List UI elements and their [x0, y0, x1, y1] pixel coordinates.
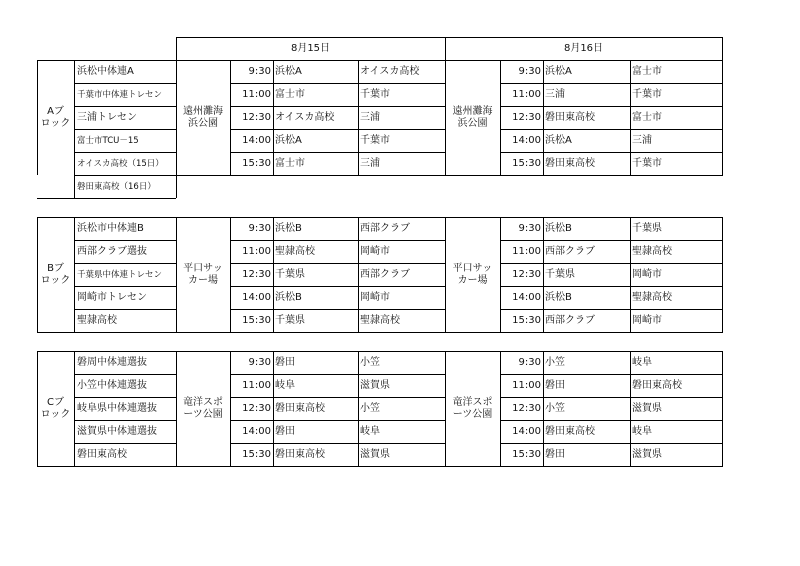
match-away-team: 岡崎市: [632, 314, 662, 326]
team-name: オイスカ高校（15日）: [77, 158, 164, 169]
match-home-team: 浜松B: [275, 291, 302, 303]
match-away-team: 岡崎市: [632, 268, 662, 280]
venue-name: 平口サッ カー場: [452, 262, 493, 286]
match-away-team: 小笠: [360, 402, 380, 414]
match-time: 15:30: [512, 157, 541, 169]
match-away-team: 西部クラブ: [360, 222, 410, 234]
team-name: 磐田東高校（16日）: [77, 181, 156, 192]
schedule-bottom-border: [176, 466, 723, 467]
schedule-bottom-border: [176, 175, 723, 176]
match-home-team: 磐田東高校: [545, 425, 595, 437]
team-name: 西部クラブ選抜: [77, 245, 147, 257]
match-time: 9:30: [248, 222, 271, 234]
block-name: Cブ ロック: [40, 396, 71, 420]
match-home-team: 西部クラブ: [545, 314, 595, 326]
schedule-column-divider: [722, 60, 723, 175]
schedule-column-divider: [722, 217, 723, 332]
venue-name: 平口サッ カー場: [183, 262, 223, 286]
match-away-team: 三浦: [360, 157, 380, 169]
match-home-team: 浜松A: [275, 65, 302, 77]
match-time: 11:00: [242, 88, 271, 100]
team-extra-right-border: [176, 175, 177, 198]
team-name: 聖隷高校: [77, 314, 117, 326]
block-bottom-border: [37, 198, 74, 199]
match-time: 12:30: [512, 111, 541, 123]
match-away-team: 聖隷高校: [632, 245, 672, 257]
team-name: 岡崎市トレセン: [77, 291, 147, 303]
team-name: 磐田東高校: [77, 448, 127, 460]
team-name: 浜松中体連A: [77, 65, 134, 77]
team-name: 浜松市中体連B: [77, 222, 144, 234]
match-home-team: 千葉県: [545, 268, 575, 280]
venue-name: 遠州灘海 浜公園: [183, 105, 223, 129]
match-away-team: 三浦: [632, 134, 652, 146]
match-time: 11:00: [242, 379, 271, 391]
match-time: 15:30: [242, 157, 271, 169]
team-bottom-border: [74, 198, 176, 199]
match-time: 9:30: [248, 65, 271, 77]
match-away-team: 千葉市: [360, 134, 390, 146]
match-home-team: 磐田東高校: [275, 402, 325, 414]
match-away-team: 聖隷高校: [360, 314, 400, 326]
match-home-team: 千葉県: [275, 314, 305, 326]
match-time: 14:00: [512, 134, 541, 146]
block-name: Bブ ロック: [40, 262, 71, 286]
block-bottom-border: [37, 466, 74, 467]
team-name: 岐阜県中体連選抜: [77, 402, 157, 414]
match-time: 12:30: [512, 402, 541, 414]
match-home-team: 磐田東高校: [275, 448, 325, 460]
match-time: 15:30: [242, 448, 271, 460]
match-home-team: 浜松B: [275, 222, 302, 234]
match-away-team: 岐阜: [632, 356, 652, 368]
team-name: 磐周中体連選抜: [77, 356, 147, 368]
match-home-team: 磐田: [545, 379, 565, 391]
match-time: 11:00: [512, 379, 541, 391]
match-home-team: オイスカ高校: [275, 111, 335, 123]
match-time: 12:30: [242, 268, 271, 280]
schedule-column-divider: [722, 351, 723, 466]
match-home-team: 聖隷高校: [275, 245, 315, 257]
match-time: 15:30: [512, 448, 541, 460]
match-away-team: 滋賀県: [632, 448, 662, 460]
match-time: 14:00: [242, 425, 271, 437]
match-away-team: 岡崎市: [360, 245, 390, 257]
match-away-team: 千葉市: [632, 88, 662, 100]
schedule-bottom-border: [176, 332, 723, 333]
match-home-team: 千葉県: [275, 268, 305, 280]
venue-name: 竜洋スポ ーツ公園: [183, 396, 223, 420]
match-home-team: 小笠: [545, 402, 565, 414]
match-away-team: 三浦: [360, 111, 380, 123]
match-away-team: 岐阜: [360, 425, 380, 437]
match-home-team: 浜松A: [545, 65, 572, 77]
match-home-team: 浜松A: [275, 134, 302, 146]
match-time: 12:30: [242, 402, 271, 414]
match-away-team: 岐阜: [632, 425, 652, 437]
match-time: 15:30: [242, 314, 271, 326]
match-away-team: 千葉市: [360, 88, 390, 100]
match-home-team: 浜松B: [545, 291, 572, 303]
match-home-team: 磐田: [545, 448, 565, 460]
match-away-team: 聖隷高校: [632, 291, 672, 303]
match-away-team: 滋賀県: [360, 448, 390, 460]
match-time: 14:00: [242, 134, 271, 146]
team-name: 富士市TCU－15: [77, 135, 139, 146]
match-away-team: 岡崎市: [360, 291, 390, 303]
match-away-team: 滋賀県: [360, 379, 390, 391]
match-time: 14:00: [512, 291, 541, 303]
match-time: 11:00: [242, 245, 271, 257]
match-time: 9:30: [518, 356, 541, 368]
team-name: 三浦トレセン: [77, 111, 137, 123]
team-bottom-border: [74, 332, 176, 333]
match-home-team: 磐田: [275, 425, 295, 437]
block-name: Aブ ロック: [40, 105, 71, 129]
match-home-team: 三浦: [545, 88, 565, 100]
match-home-team: 磐田東高校: [545, 157, 595, 169]
match-home-team: 富士市: [275, 88, 305, 100]
team-name: 小笠中体連選抜: [77, 379, 147, 391]
match-away-team: オイスカ高校: [360, 65, 420, 77]
match-time: 15:30: [512, 314, 541, 326]
match-away-team: 富士市: [632, 65, 662, 77]
team-bottom-border: [74, 466, 176, 467]
team-name: 千葉市中体連トレセン: [77, 89, 163, 100]
match-away-team: 磐田東高校: [632, 379, 682, 391]
match-home-team: 磐田: [275, 356, 295, 368]
match-time: 14:00: [512, 425, 541, 437]
match-time: 9:30: [518, 65, 541, 77]
match-time: 11:00: [512, 245, 541, 257]
header-right-border: [722, 37, 723, 60]
match-home-team: 磐田東高校: [545, 111, 595, 123]
match-home-team: 小笠: [545, 356, 565, 368]
match-away-team: 西部クラブ: [360, 268, 410, 280]
match-time: 9:30: [248, 356, 271, 368]
match-home-team: 浜松B: [545, 222, 572, 234]
venue-name: 竜洋スポ ーツ公園: [452, 396, 493, 420]
block-bottom-border: [37, 332, 74, 333]
match-time: 12:30: [512, 268, 541, 280]
match-away-team: 小笠: [360, 356, 380, 368]
venue-name: 遠州灘海 浜公園: [452, 105, 493, 129]
match-time: 14:00: [242, 291, 271, 303]
match-away-team: 千葉県: [632, 222, 662, 234]
date-header-day2: 8月16日: [563, 42, 604, 54]
team-name: 千葉県中体連トレセン: [77, 269, 163, 280]
match-time: 9:30: [518, 222, 541, 234]
match-home-team: 岐阜: [275, 379, 295, 391]
match-time: 11:00: [512, 88, 541, 100]
match-home-team: 富士市: [275, 157, 305, 169]
match-away-team: 滋賀県: [632, 402, 662, 414]
match-home-team: 浜松A: [545, 134, 572, 146]
match-away-team: 千葉市: [632, 157, 662, 169]
match-away-team: 富士市: [632, 111, 662, 123]
match-time: 12:30: [242, 111, 271, 123]
team-name: 滋賀県中体連選抜: [77, 425, 157, 437]
match-home-team: 西部クラブ: [545, 245, 595, 257]
date-header-day1: 8月15日: [290, 42, 331, 54]
